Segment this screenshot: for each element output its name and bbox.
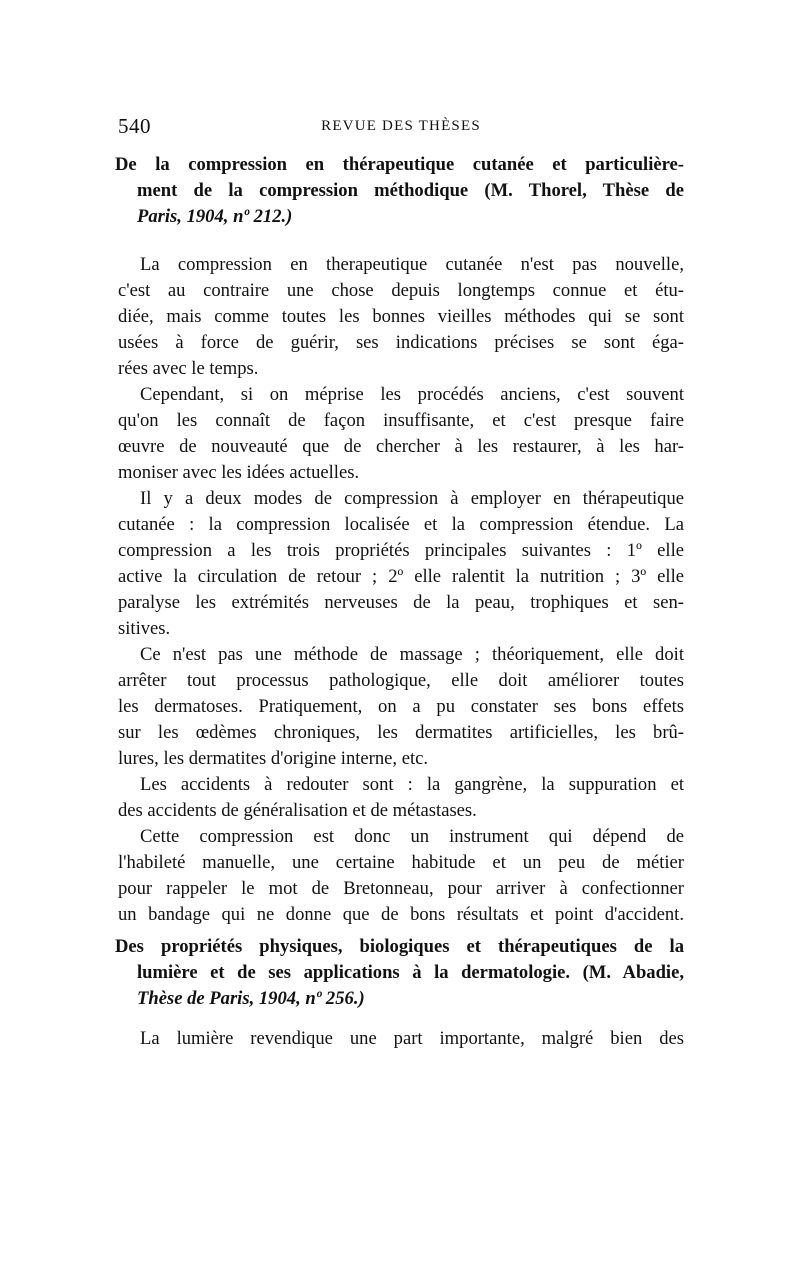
text-line: l'habileté manuelle, une certaine habitude et un peu de métier — [118, 852, 684, 873]
section-2-body — [118, 1026, 684, 1052]
paragraph — [118, 642, 684, 772]
text-line: les dermatoses. Pratiquement, on a pu constater ses bons effets — [118, 696, 684, 717]
section-1-body — [118, 252, 684, 928]
text-line: usées à force de guérir, ses indications précises se sont éga- — [118, 332, 684, 353]
section-2-title-line: Thèse de Paris, 1904, nº 256.) — [137, 988, 365, 1009]
text-line: Cette compression est donc un instrument qui dépend de — [140, 826, 684, 847]
text-line: diée, mais comme toutes les bonnes vieilles méthodes qui se sont — [118, 306, 684, 327]
text-line: cutanée : la compression localisée et la compression étendue. La — [118, 514, 684, 535]
text-line: œuvre de nouveauté que de chercher à les restaurer, à les har- — [118, 436, 684, 457]
text-line: Les accidents à redouter sont : la gangrène, la suppuration et — [140, 774, 684, 795]
text-line: Cependant, si on méprise les procédés anciens, c'est souvent — [140, 384, 684, 405]
text-line: La lumière revendique une part importante, malgré bien des — [140, 1028, 684, 1049]
paragraph — [118, 824, 684, 928]
running-title: REVUE DES THÈSES — [321, 118, 481, 134]
paragraph — [118, 772, 684, 824]
section-2-title — [115, 934, 684, 1012]
text-line: pour rappeler le mot de Bretonneau, pour arriver à confectionner — [118, 878, 684, 899]
paragraph — [118, 1026, 684, 1052]
text-line: sitives. — [118, 618, 171, 639]
text-line: des accidents de généralisation et de métastases. — [118, 800, 477, 821]
page-number: 540 — [118, 114, 151, 138]
text-line: active la circulation de retour ; 2º elle ralentit la nutrition ; 3º elle — [118, 566, 684, 587]
text-line: Ce n'est pas une méthode de massage ; théoriquement, elle doit — [140, 644, 684, 665]
text-line: sur les œdèmes chroniques, les dermatites artificielles, les brû- — [118, 722, 684, 743]
text-line: moniser avec les idées actuelles. — [118, 462, 360, 483]
text-line: un bandage qui ne donne que de bons résultats et point d'accident. — [118, 904, 684, 925]
text-line: arrêter tout processus pathologique, elle doit améliorer toutes — [118, 670, 684, 691]
section-2-title-line: Des propriétés physiques, biologiques et thérapeutiques de la — [115, 936, 684, 957]
section-1-title-line: Paris, 1904, nº 212.) — [137, 206, 293, 227]
text-line: qu'on les connaît de façon insuffisante, et c'est presque faire — [118, 410, 684, 431]
running-head — [118, 114, 684, 142]
paragraph — [118, 382, 684, 486]
text-line: c'est au contraire une chose depuis longtemps connue et étu- — [118, 280, 684, 301]
text-line: rées avec le temps. — [118, 358, 259, 379]
text-line: compression a les trois propriétés principales suivantes : 1º elle — [118, 540, 684, 561]
text-line: La compression en therapeutique cutanée n'est pas nouvelle, — [140, 254, 684, 275]
section-1-title — [115, 152, 684, 230]
text-line: paralyse les extrémités nerveuses de la peau, trophiques et sen- — [118, 592, 684, 613]
text-line: Il y a deux modes de compression à employer en thérapeutique — [140, 488, 684, 509]
paragraph — [118, 486, 684, 642]
section-1-title-line: De la compression en thérapeutique cutanée et particulière- — [115, 154, 684, 175]
text-line: lures, les dermatites d'origine interne, etc. — [118, 748, 429, 769]
paragraph — [118, 252, 684, 382]
section-1-title-line: ment de la compression méthodique (M. Thorel, Thèse de — [137, 180, 684, 201]
section-2-title-line: lumière et de ses applications à la dermatologie. (M. Abadie, — [137, 962, 684, 983]
